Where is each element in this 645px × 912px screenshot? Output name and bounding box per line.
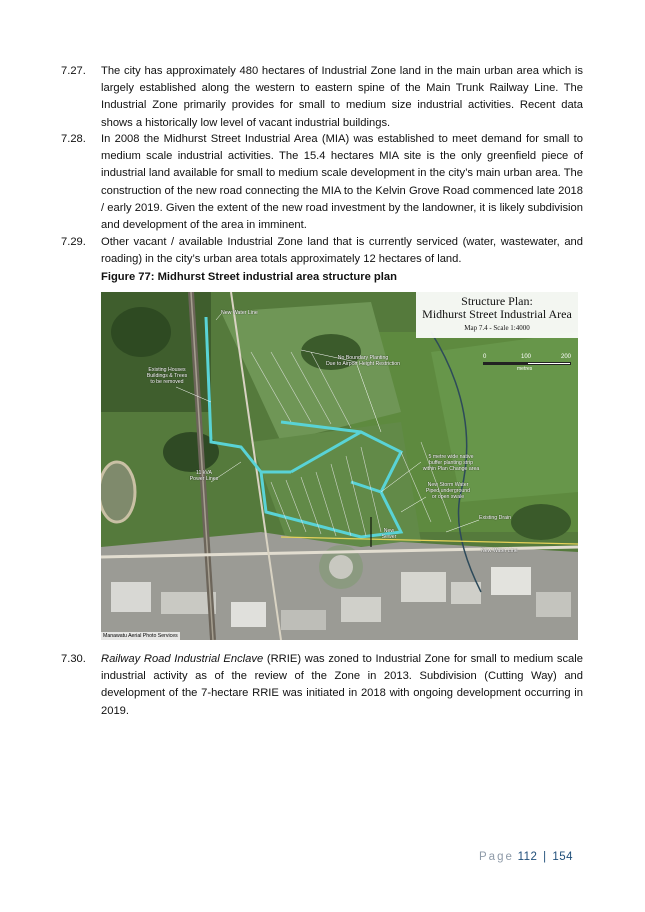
paragraph-text: Other vacant / available Industrial Zone land that is currently serviced (water, wastewater, and roading) in the city’s urban area totals approximately 12 hectares of land. [101,236,583,266]
label-existing-drain: Existing Drain [479,515,512,521]
label-new-water-line-bottom: New Water Line [481,548,518,554]
scale-bar [483,354,571,370]
paragraph-body: (RRIE) was zoned to Industrial Zone for small to medium scale industrial activity as of the review of the Zone in 2013. Subdivision (Cutting Way) and development of the 7-hectare RRIE was initiated in 2018 with ongoing development occurring in 2019. [101,653,583,717]
paragraph-7-28 [61,131,583,234]
map-scale-text: Map 7.4 - Scale 1:4000 [464,324,530,332]
label-storm-water: New Storm Water Piped underground or open swale [425,482,471,500]
scale-label-0: 0 [483,354,487,360]
label-buffer: 5 metre wide native buffer planting strip within Plan Change area [422,454,480,472]
paragraph-number: 7.30. [61,653,86,665]
page-separator: | [543,851,547,863]
paragraph-7-27 [61,63,583,132]
label-new-water-line-top: New Water Line [221,310,258,316]
paragraph-text: The city has approximately 480 hectares of Industrial Zone land in the main urban area which is largely established along the western to eastern spine of the Main Trunk Railway Line. The Industrial Zone primarily provides for small to medium size industrial activities. Recent data shows a historically low level of vacant industrial buildings. [101,65,583,129]
structure-plan-map [101,292,578,640]
page-word: Page [479,851,514,863]
scale-label-200: 200 [561,354,572,360]
current-page: 112 [517,851,538,863]
total-pages: 154 [552,851,573,863]
page-footer [479,851,573,863]
scale-unit: metres [517,366,533,372]
paragraph-7-29 [61,234,583,268]
map-title: Structure Plan: [461,294,533,308]
map-title-box [416,292,578,338]
map-subtitle-name: Midhurst Street Industrial Area [422,307,572,321]
label-existing-houses: Existing Houses Buildings & Trees to be removed [146,367,188,385]
paragraph-number: 7.29. [61,236,86,248]
figure-caption: Figure 77: Midhurst Street industrial area structure plan [101,271,397,283]
scale-label-100: 100 [521,354,532,360]
label-power-lines: 11 kVA Power Lines [189,470,219,482]
label-no-boundary: No Boundary Planting Due to Airport Height Restriction [325,355,401,367]
paragraph-text [101,651,583,720]
photo-credit: Manawatu Aerial Photo Services [103,633,178,639]
paragraph-number: 7.27. [61,65,86,77]
paragraph-emphasis: Railway Road Industrial Enclave [101,653,264,665]
label-new-sewer: New Sewer [381,528,397,540]
paragraph-number: 7.28. [61,133,86,145]
paragraph-text: In 2008 the Midhurst Street Industrial Area (MIA) was established to meet demand for small to medium scale industrial activities. The 15.4 hectares MIA site is the only greenfield piece of industrial land available for small to medium scale development in the city’s main urban area. The construction of the new road connecting the MIA to the Kelvin Grove Road commenced late 2018 / early 2019. Given the extent of the new road investment by the landowner, it is likely subdivision and development of the area in imminent. [101,133,583,232]
paragraph-7-30 [61,651,583,720]
aerial-photo [101,292,578,640]
